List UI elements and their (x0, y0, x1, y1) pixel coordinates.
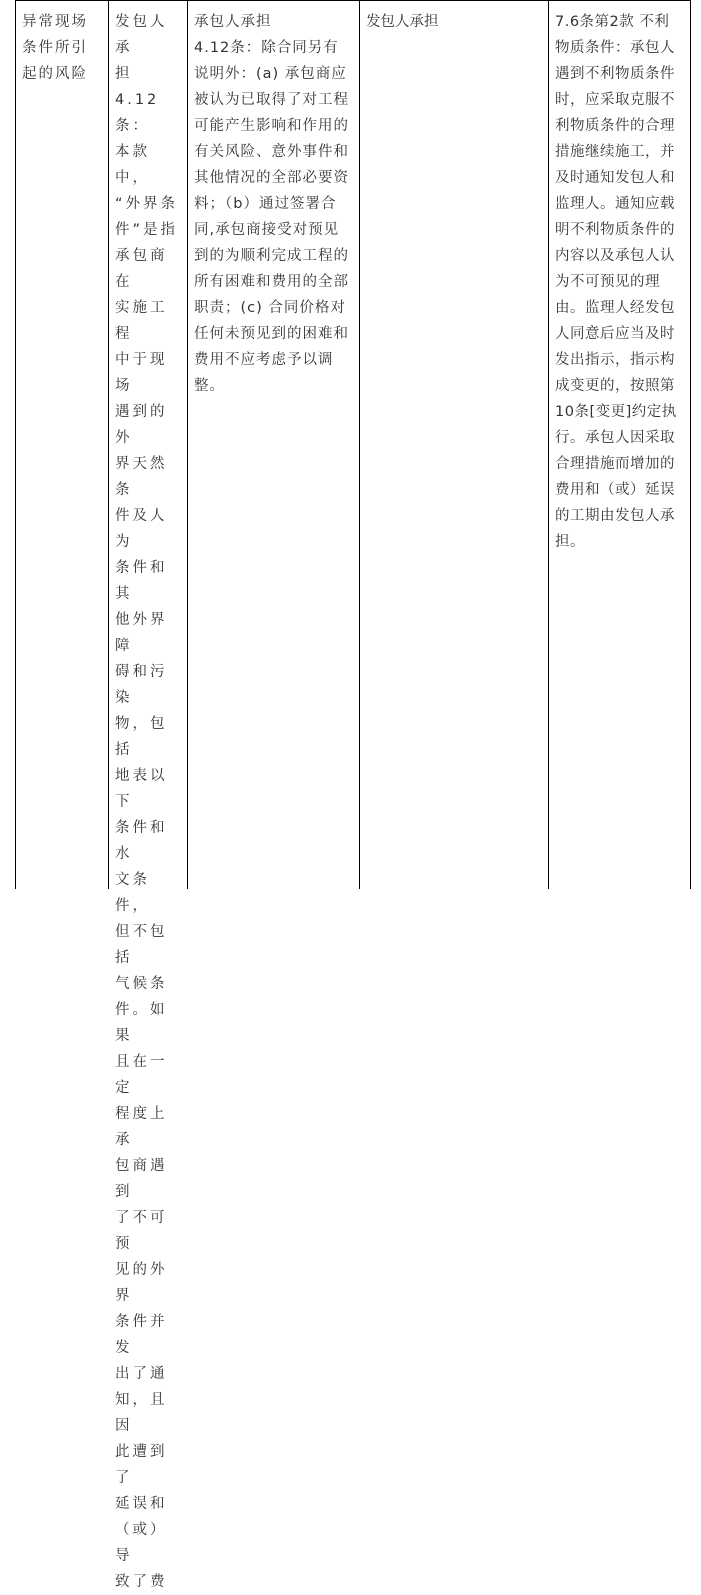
contract-clause-cell-3: 承包人承担 4.12条：除合同另有 说明外：(a) 承包商应 被认为已取得了对工程 可能产生影响和作用的 有关风险、意外事件和 其他情况的全部必要资 料；（b）通过签署合 同,承包商接受对预见 到的为顺利完成工程的 所有困难和费用的全部 职责；(c) 合同价格对 任何未预见到的困难和 费用不应考虑予以调 整。 (194, 14, 349, 394)
contract-clause-cell-5: 7.6条第2款 不利 物质条件：承包人 遇到不利物质条件 时，应采取克服不 利物质条件的合理 措施继续施工，并 及时通知发包人和 监理人。通知应载 明不利物质条件的 内容以及承包人认 为不可预见的理 由。监理人经发包 人同意后应当及时 发出指示，指示构 成变更的，按照第 10条[变更]约定执 行。承包人因采取 合理措施而增加的 费用和（或）延误 的工期由发包人承 担。 (555, 14, 677, 550)
risk-allocation-table (15, 0, 691, 1590)
contract-clause-cell-2: 发包人承 担 4.12条： 本款中， “外界条 件”是指 承包商在 实施工程 中于现场 遇到的外 界天然条 件及人为 条件和其 他外界障 碍和污染 物，包括 地表以下 条件和水 文条件， 但不包括 气候条 件。如果 且在一定 程度上承 包商遇到 了不可预 见的外界 条件并发 出了通 知，且因 此遭到了 延误和 （或）导 致了费 (115, 14, 179, 1590)
risk-type-cell: 异常现场 条件所引 起的风险 (22, 14, 88, 82)
contract-clause-cell-4: 发包人承担 (366, 14, 439, 30)
